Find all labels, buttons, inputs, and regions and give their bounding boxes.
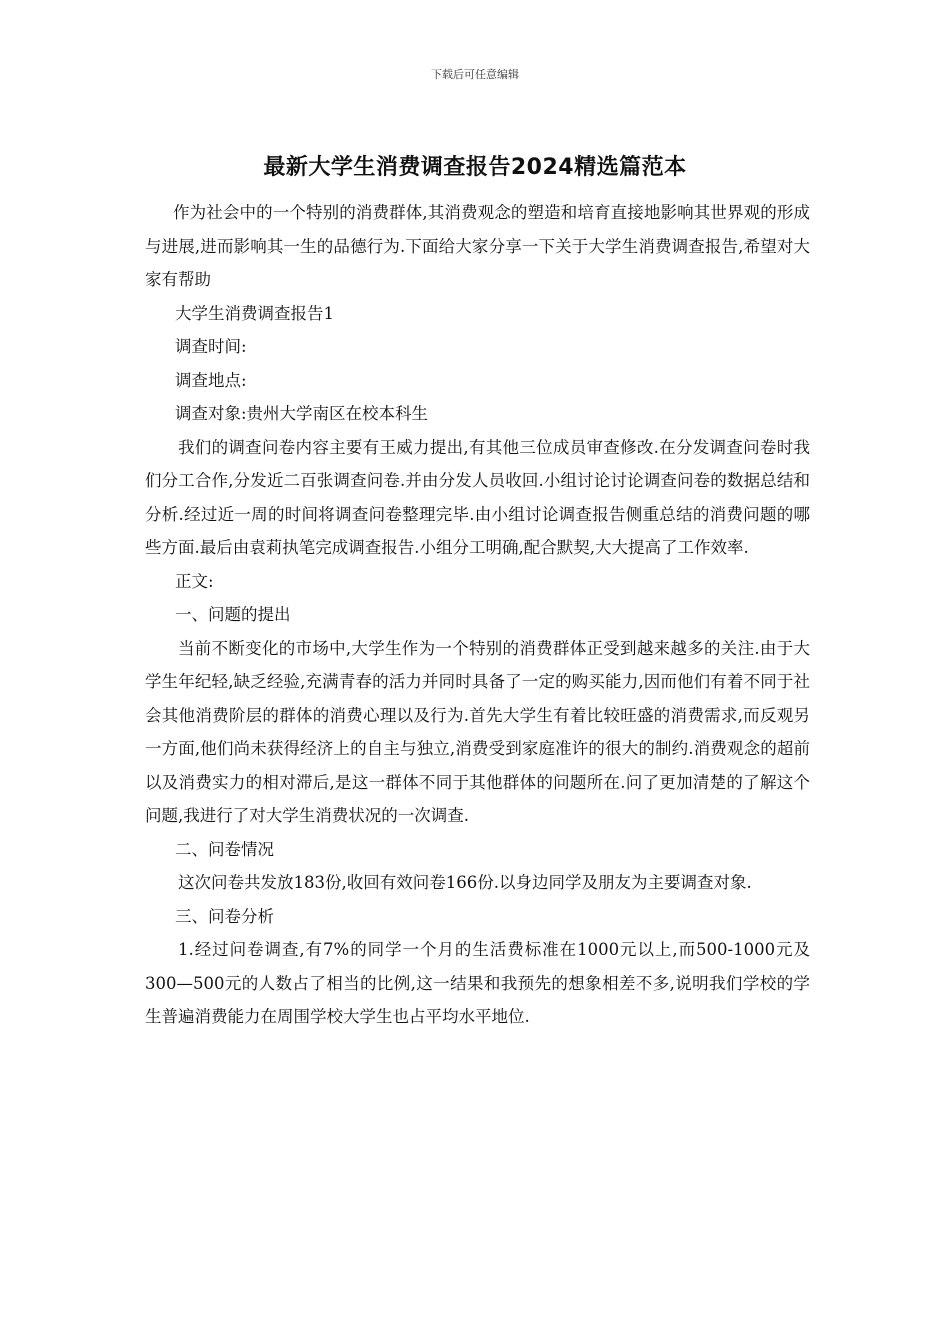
section1-heading: 一、问题的提出: [175, 605, 291, 624]
report-heading: 大学生消费调查报告1: [175, 303, 334, 323]
intro-paragraph: 作为社会中的一个特别的消费群体,其消费观念的塑造和培育直接地影响其世界观的形成与进展,进而影响其一生的品德行为.下面给大家分享一下关于大学生消费调查报告,希望对大家有帮助: [145, 203, 810, 289]
survey-place: 调查地点:: [175, 370, 247, 390]
survey-time: 调查时间:: [175, 337, 247, 356]
document-title: 最新大学生消费调查报告2024精选篇范本: [263, 155, 687, 180]
section3-paragraph: 1.经过问卷调查,有7%的同学一个月的生活费标准在1000元以上,而500-1000元及300—500元的人数占了相当的比例,这一结果和我预先的想象相差不多,说明我们学校的学生普遍消费能力在周围学校大学生也占平均水平地位.: [145, 940, 810, 1026]
body-label: 正文:: [175, 571, 214, 591]
section2-heading: 二、问卷情况: [175, 839, 274, 859]
header-note: 下载后可任意编辑: [431, 68, 519, 81]
team-work-paragraph: 我们的调查问卷内容主要有王威力提出,有其他三位成员审查修改.在分发调查问卷时我们分工合作,分发近二百张调查问卷.并由分发人员收回.小组讨论讨论调查问卷的数据总结和分析.经过近一周的时间将调查问卷整理完毕.由小组讨论调查报告侧重总结的消费问题的哪些方面.最后由袁莉执笔完成调查报告.小组分工明确,配合默契,大大提高了工作效率.: [145, 437, 810, 557]
section3-heading: 三、问卷分析: [175, 906, 274, 926]
section1-paragraph: 当前不断变化的市场中,大学生作为一个特别的消费群体正受到越来越多的关注.由于大学生年纪轻,缺乏经验,充满青春的活力并同时具备了一定的购买能力,因而他们有着不同于社会其他消费阶层的群体的消费心理以及行为.首先大学生有着比较旺盛的消费需求,而反观另一方面,他们尚未获得经济上的自主与独立,消费受到家庭准许的很大的制约.消费观念的超前以及消费实力的相对滞后,是这一群体不同于其他群体的问题所在.问了更加清楚的了解这个问题,我进行了对大学生消费状况的一次调查.: [145, 638, 810, 825]
survey-target: 调查对象:贵州大学南区在校本科生: [175, 404, 429, 423]
section2-paragraph: 这次问卷共发放183份,收回有效问卷166份.以身边同学及朋友为主要调查对象.: [178, 873, 752, 892]
document-body: [145, 196, 810, 1034]
